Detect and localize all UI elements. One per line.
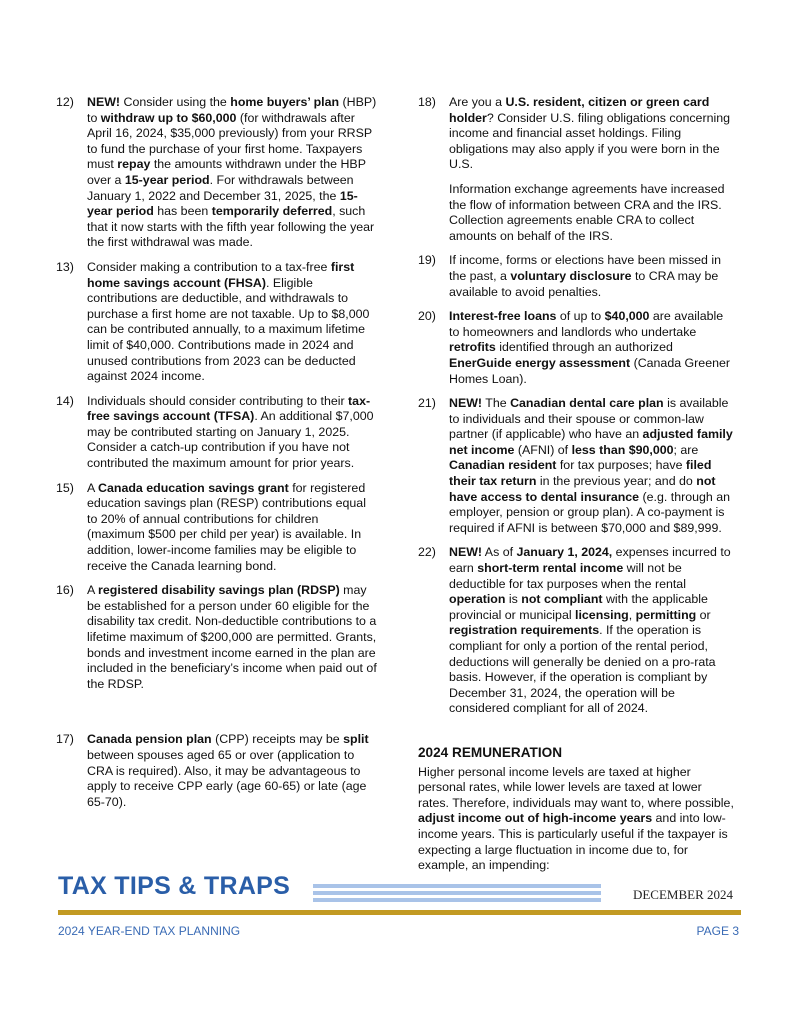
bold-text: permitting bbox=[635, 607, 697, 622]
bold-text: adjust income out of high-income years bbox=[418, 811, 653, 826]
bold-text: tax-free savings account (TFSA) bbox=[87, 393, 371, 424]
bold-text: NEW! bbox=[449, 396, 483, 411]
text: (for withdrawals after April 16, 2024, $35,000 previously) from your RRSP to fund the purchase of your first home. Taxpayers must bbox=[87, 110, 372, 172]
text: will not be deductible for tax purposes when the rental bbox=[449, 561, 686, 591]
item-paragraph bbox=[449, 396, 736, 536]
text: Individuals should consider contributing to their bbox=[87, 393, 349, 408]
bold-text: January 1, 2024, bbox=[516, 545, 613, 560]
text: Information exchange agreements have increased the flow of information between CRA and the IRS. Collection agreements enable CRA to collect amounts on behalf of the IRS. bbox=[449, 181, 725, 243]
list-item bbox=[418, 545, 736, 717]
item-number: 17) bbox=[56, 732, 74, 747]
text: A bbox=[87, 480, 99, 495]
item-number: 13) bbox=[56, 259, 74, 274]
list-item bbox=[56, 732, 378, 810]
bold-text: less than $90,000 bbox=[571, 442, 674, 457]
text: for tax purposes; have bbox=[556, 458, 686, 473]
bold-text: Canadian dental care plan bbox=[510, 396, 664, 411]
bold-text: short-term rental income bbox=[477, 561, 624, 576]
list-item bbox=[418, 253, 736, 300]
bold-text: split bbox=[343, 732, 369, 747]
text: . An additional $7,000 may be contributed starting on January 1, 2025. Consider a catch-up contribution if you have not contributed the maximum amount for prior years. bbox=[87, 409, 374, 471]
bold-text: filed their tax return bbox=[449, 458, 712, 489]
bold-text: repay bbox=[117, 157, 151, 172]
text: in the previous year; and do bbox=[536, 474, 697, 489]
item-paragraph bbox=[449, 95, 736, 173]
text: to CRA may be available to avoid penalties. bbox=[449, 268, 719, 299]
bold-text: U.S. resident, citizen or green card holder bbox=[449, 95, 710, 125]
text: expenses incurred to earn bbox=[449, 545, 731, 576]
text: is bbox=[505, 592, 522, 607]
bold-text: operation bbox=[449, 592, 506, 607]
text: . For withdrawals between January 1, 2022 and December 31, 2025, the bbox=[87, 172, 354, 203]
text: are available to homeowners and landlords who undertake bbox=[449, 309, 724, 339]
bold-text: voluntary disclosure bbox=[510, 268, 632, 283]
bold-text: Canada education savings grant bbox=[98, 480, 289, 495]
page-footer bbox=[0, 872, 791, 946]
list-item bbox=[56, 583, 378, 692]
left-column bbox=[56, 95, 378, 819]
text: , bbox=[628, 607, 636, 622]
text: identified through an authorized bbox=[495, 340, 673, 355]
bold-text: licensing bbox=[575, 607, 629, 622]
text: (CPP) receipts may be bbox=[211, 732, 344, 747]
item-paragraph bbox=[87, 394, 378, 472]
text: . If the operation is compliant for only a portion of the rental period, deductions will generally be denied on a pro-rata basis. However, if the operation is compliant by December 31, 2024, the operation will be considered compliant for all of 2024. bbox=[449, 623, 716, 716]
bold-text: Canadian resident bbox=[449, 458, 557, 473]
bold-text: first home savings account (FHSA) bbox=[87, 259, 355, 290]
item-number: 16) bbox=[56, 583, 74, 598]
bold-text: 15-year period bbox=[124, 172, 210, 187]
text: (AFNI) of bbox=[514, 442, 572, 457]
bold-text: $40,000 bbox=[604, 309, 650, 324]
bold-text: home buyers’ plan bbox=[230, 95, 340, 109]
text: , such that it now starts with the fifth year following the year the first withdrawal was made. bbox=[87, 204, 375, 250]
text: is available to individuals and their spouse or common-law partner (if applicable) who have an bbox=[449, 396, 729, 442]
text: . Eligible contributions are deductible, and withdrawals to purchase a first home are not taxable. Up to $8,000 can be contributed annually, to a maximum lifetime limit of $40,000. Contributions made in 2024 and unused contributions from 2023 can be deducted against 2024 income. bbox=[87, 275, 370, 384]
item-body bbox=[87, 732, 378, 810]
item-paragraph bbox=[449, 182, 736, 244]
bold-text: Interest-free loans bbox=[449, 309, 557, 324]
text: If income, forms or elections have been missed in the past, a bbox=[449, 253, 722, 283]
list-item bbox=[418, 396, 736, 536]
right-column bbox=[418, 95, 736, 874]
item-paragraph bbox=[87, 481, 378, 575]
list-item bbox=[418, 95, 736, 244]
bold-text: withdraw up to $60,000 bbox=[100, 110, 237, 125]
footer-date: DECEMBER 2024 bbox=[632, 887, 733, 902]
list-item bbox=[56, 481, 378, 575]
item-body bbox=[87, 394, 378, 472]
footer-stripe bbox=[313, 891, 601, 895]
text: (e.g. through an employer, pension or group plan). A co-payment is required if AFNI is between $70,000 and $89,999. bbox=[449, 489, 731, 535]
text: (HBP) to bbox=[87, 95, 377, 125]
footer-section-label: 2024 YEAR-END TAX PLANNING bbox=[58, 924, 241, 938]
item-body bbox=[87, 260, 378, 385]
list-item bbox=[418, 309, 736, 387]
item-paragraph bbox=[449, 309, 736, 387]
bold-text: not compliant bbox=[521, 592, 603, 607]
item-number: 20) bbox=[418, 309, 436, 324]
text: ? Consider U.S. filing obligations concerning income and financial asset holdings. Filing obligations may also apply if you were born in the U.S. bbox=[449, 110, 731, 172]
item-body bbox=[449, 253, 736, 300]
item-body bbox=[449, 95, 736, 244]
text: (Canada Greener Homes Loan). bbox=[449, 355, 730, 386]
item-body bbox=[449, 545, 736, 717]
bold-text: registration requirements bbox=[449, 623, 600, 638]
footer-stripe bbox=[313, 884, 601, 888]
text: has been bbox=[153, 204, 212, 219]
item-body bbox=[449, 309, 736, 387]
text: the amounts withdrawn under the HBP over a bbox=[87, 157, 366, 187]
item-number: 18) bbox=[418, 95, 436, 109]
item-body bbox=[87, 95, 378, 251]
footer-divider bbox=[58, 910, 741, 915]
item-paragraph bbox=[87, 583, 378, 692]
page-number: PAGE 3 bbox=[696, 924, 739, 938]
bold-text: NEW! bbox=[449, 545, 483, 560]
text: The bbox=[482, 396, 511, 411]
item-paragraph bbox=[449, 253, 736, 300]
list-item bbox=[56, 95, 378, 251]
item-number: 21) bbox=[418, 396, 436, 411]
remuneration-section bbox=[418, 745, 736, 874]
text: and into low-income years. This is particularly useful if the taxpayer is expecting a large fluctuation in income due to, for example, an impending: bbox=[418, 811, 728, 873]
bold-text: retrofits bbox=[449, 340, 496, 355]
text: Consider using the bbox=[120, 95, 231, 109]
section-heading: 2024 REMUNERATION bbox=[418, 744, 563, 760]
item-body bbox=[449, 396, 736, 536]
text: or bbox=[696, 607, 711, 622]
item-paragraph bbox=[449, 545, 736, 717]
text: Are you a bbox=[449, 95, 506, 109]
text: Consider making a contribution to a tax-free bbox=[87, 259, 331, 274]
item-paragraph bbox=[87, 95, 378, 251]
text: As of bbox=[482, 545, 517, 560]
bold-text: not have access to dental insurance bbox=[449, 474, 716, 504]
item-body bbox=[87, 481, 378, 575]
item-number: 22) bbox=[418, 545, 436, 560]
section-paragraph bbox=[418, 765, 736, 874]
item-paragraph bbox=[87, 260, 378, 385]
item-number: 12) bbox=[56, 95, 74, 109]
bold-text: Canada pension plan bbox=[87, 732, 212, 747]
list-item bbox=[56, 260, 378, 385]
text: between spouses aged 65 or over (application to CRA is required). Also, it may be advantageous to apply to receive CPP early (age 60-65) or late (age 65-70). bbox=[87, 747, 367, 809]
item-number: 15) bbox=[56, 480, 74, 495]
bold-text: temporarily deferred bbox=[211, 204, 333, 219]
item-number: 14) bbox=[56, 393, 74, 408]
text: may be established for a person under 60 eligible for the disability tax credit. Non-deductible contributions to a lifetime maximum of $200,000 are permitted. Grants, bonds and investment income earned in the plan are included in the beneficiary’s income when paid out of the RDSP. bbox=[87, 583, 377, 691]
item-number: 19) bbox=[418, 253, 436, 268]
text: Higher personal income levels are taxed at higher personal rates, while lower levels are taxed at lower rates. Therefore, individuals may want to, where possible, bbox=[418, 764, 734, 810]
text: for registered education savings plan (RESP) contributions equal to 20% of annual contributions for children (maximum $500 per child per year) is available. In addition, lower-income families may be eligible to receive the Canada learning bond. bbox=[87, 480, 366, 573]
item-body bbox=[87, 583, 378, 692]
bold-text: EnerGuide energy assessment bbox=[449, 355, 631, 370]
item-paragraph bbox=[87, 732, 378, 810]
footer-brand-title: TAX TIPS & TRAPS bbox=[58, 872, 291, 900]
text: A bbox=[87, 583, 99, 598]
footer-stripe bbox=[313, 898, 601, 902]
bold-text: 15-year period bbox=[87, 188, 358, 219]
bold-text: NEW! bbox=[87, 95, 121, 109]
list-item bbox=[56, 394, 378, 472]
text: ; are bbox=[673, 442, 699, 457]
bold-text: registered disability savings plan (RDSP) bbox=[98, 583, 340, 598]
text: with the applicable provincial or municipal bbox=[449, 592, 708, 622]
bold-text: adjusted family net income bbox=[449, 427, 733, 457]
text: of up to bbox=[556, 309, 605, 324]
